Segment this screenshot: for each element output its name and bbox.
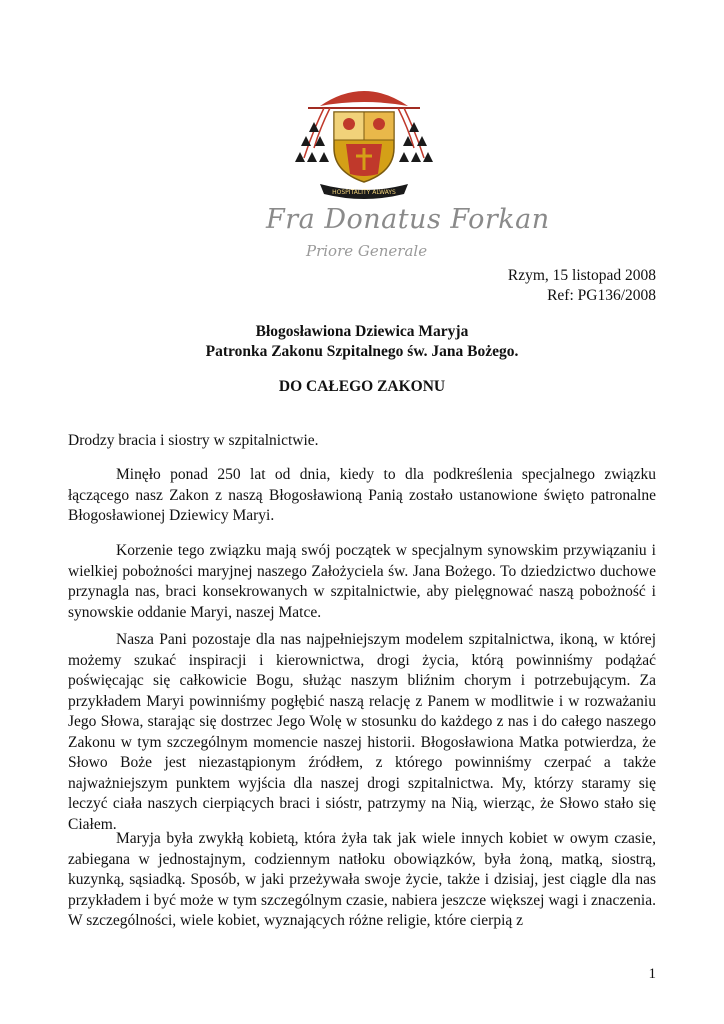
paragraph-3: Nasza Pani pozostaje dla nas najpełniejszym modelem szpitalnictwa, ikoną, w której możemy szukać inspiracji i kierownictwa, drogi życia, którą powinniśmy podążać poświęcając się całkowicie Bogu, służąc naszym bliźnim chorym i potrzebującym. Za przykładem Maryi powinniśmy pogłębić naszą relację z Panem w modlitwie i w rozważaniu Jego Słowa, starając się dostrzec Jego Wolę w stosunku do każdego z nas i do całego naszego Zakonu w tym szczególnym momencie naszej historii. Błogosławiona Matka potwierdza, że Słowo Boże jest niezastąpionym źródłem, z którego powinniśmy czerpać a także najważniejszym punktem wyjścia dla naszej drogi szpitalnictwa. My, którzy staramy się leczyć ciała naszych cierpiących braci i sióstr, patrzymy na Nią, wierząc, że Słowo stało się Ciałem.	[68, 631, 656, 833]
paragraph-4: Maryja była zwykłą kobietą, która żyła tak jak wiele innych kobiet w owym czasie, zabiegana w jednostajnym, codziennym natłoku obowiązków, była żoną, matką, siostrą, kuzynką, sąsiadką. Sposób, w jaki przeżywała swoje życie, także i dzisiaj, jest ciągle dla nas przykładem i być może w tym szczególnym czasie, nabiera jeszcze większej wagi i znaczenia. W szczególności, wiele kobiet, wyznających różne religie, które cierpią z	[68, 830, 656, 929]
paragraph-1: Minęło ponad 250 lat od dnia, kiedy to dla podkreślenia specjalnego związku łączącego nasz Zakon z naszą Błogosławioną Panią zostało ustanowione święto patronalne Błogosławionej Dziewicy Maryi.	[68, 466, 656, 524]
motto-text: HOSPITALITY ALWAYS	[332, 189, 396, 196]
title-addressee: DO CAŁEGO ZAKONU	[278, 378, 446, 395]
signature-block	[250, 198, 550, 270]
paragraph-2: Korzenie tego związku mają swój początek w specjalnym synowskim przywiązaniu i wielkiej pobożności maryjnej naszego Założyciela św. Jana Bożego. To dziedzictwo duchowe przynagla nas, braci konsekrowanych w szpitalnictwie, aby pielęgnować naszą pobożność i synowskie oddanie Maryi, naszej Matce.	[68, 542, 656, 621]
letter-date: Rzym, 15 listopad 2008	[507, 267, 656, 284]
title-line-1: Błogosławiona Dziewica Maryja	[255, 323, 469, 340]
signature-name: Fra Donatus Forkan	[266, 204, 550, 235]
coat-of-arms-logo	[290, 78, 438, 200]
title-line-2: Patronka Zakonu Szpitalnego św. Jana Bożego.	[205, 343, 519, 360]
page-number: 1	[648, 966, 656, 982]
letter-reference: Ref: PG136/2008	[547, 287, 656, 304]
signature-title: Priore Generale	[306, 242, 428, 260]
date-ref-block	[508, 266, 656, 306]
greeting: Drodzy bracia i siostry w szpitalnictwie.	[68, 432, 319, 449]
